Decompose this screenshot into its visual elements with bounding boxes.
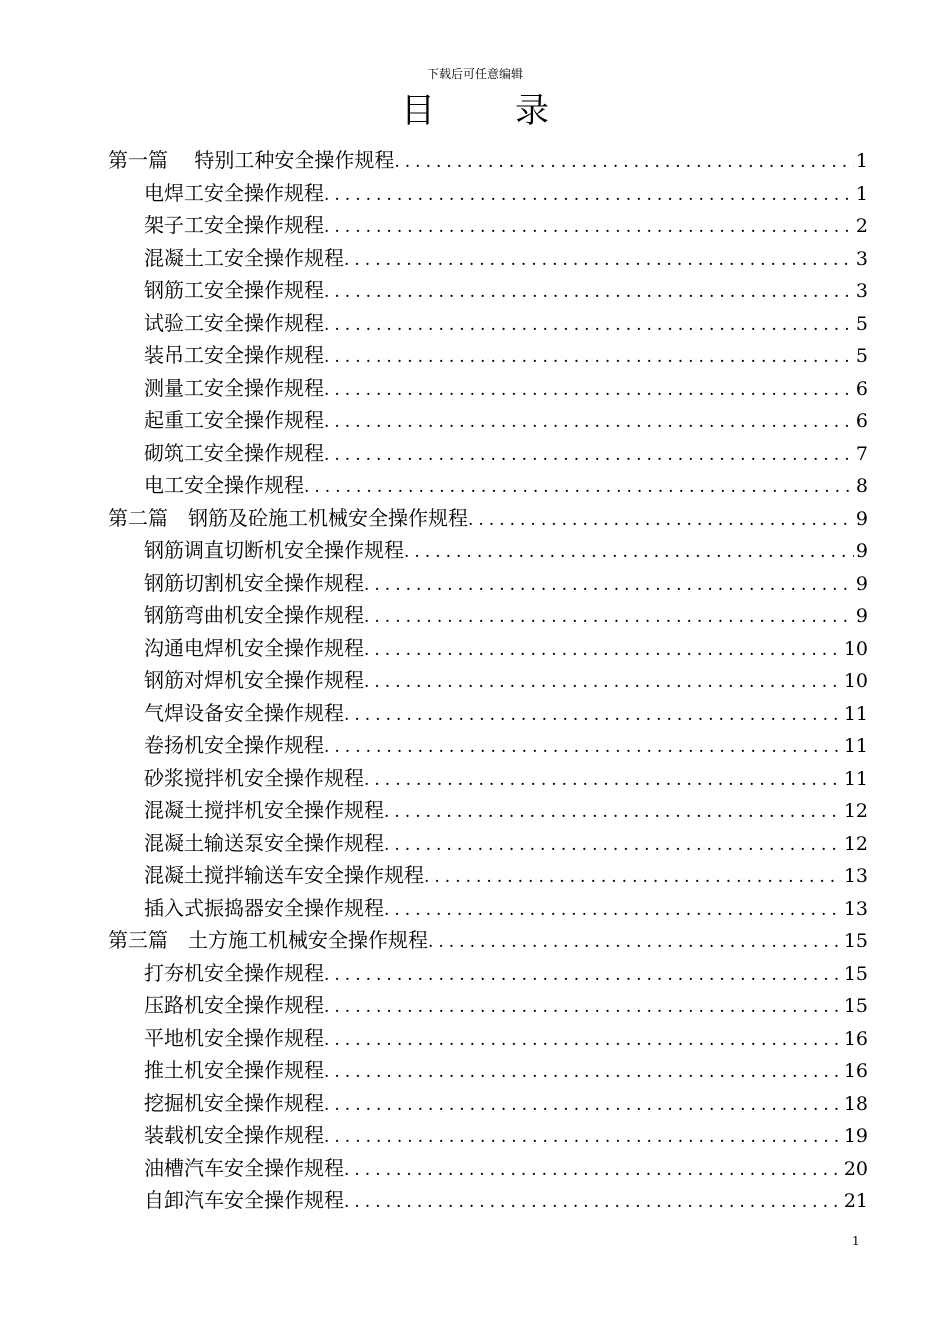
toc-entry[interactable]: [108, 242, 868, 275]
toc-entry[interactable]: [108, 177, 868, 210]
toc-leader-dots: [344, 699, 842, 730]
toc-entry-label: 混凝土工安全操作规程: [144, 245, 344, 270]
toc-entry-label: 混凝土搅拌机安全操作规程: [144, 798, 384, 822]
toc-entry-page: 3: [855, 280, 868, 302]
toc-leader-dots: [344, 244, 854, 275]
toc-entry[interactable]: [108, 1054, 868, 1087]
toc-leader-dots: [324, 179, 854, 210]
toc-part-entry[interactable]: [108, 144, 868, 177]
toc-entry[interactable]: [108, 729, 868, 762]
toc-entry-label: 钢筋切割机安全操作规程: [144, 570, 364, 595]
toc-entry-label: 第二篇 钢筋及砼施工机械安全操作规程: [108, 505, 468, 530]
toc-entry[interactable]: [108, 794, 868, 827]
toc-entry[interactable]: [108, 892, 868, 925]
toc-leader-dots: [364, 601, 854, 632]
toc-entry-label: 第三篇 土方施工机械安全操作规程: [108, 928, 428, 952]
toc-entry-page: 15: [843, 962, 868, 985]
toc-entry-label: 混凝土搅拌输送车安全操作规程: [144, 863, 424, 887]
toc-leader-dots: [344, 1154, 842, 1185]
toc-part-entry[interactable]: [108, 502, 868, 535]
toc-entry[interactable]: [108, 469, 868, 502]
toc-entry-label: 测量工安全操作规程: [144, 375, 324, 400]
toc-entry-page: 9: [855, 605, 868, 627]
toc-entry-page: 1: [855, 150, 868, 172]
toc-entry[interactable]: [108, 1119, 868, 1152]
toc-entry-page: 9: [855, 507, 868, 530]
toc-entry-page: 16: [843, 1060, 868, 1082]
toc-entry[interactable]: [108, 307, 868, 340]
toc-entry[interactable]: [108, 859, 868, 892]
toc-entry-label: 混凝土输送泵安全操作规程: [144, 830, 384, 855]
toc-leader-dots: [384, 829, 842, 860]
toc-entry-label: 第一篇 特别工种安全操作规程: [108, 148, 395, 172]
toc-entry[interactable]: [108, 209, 868, 242]
toc-entry[interactable]: [108, 989, 868, 1022]
toc-entry-page: 10: [843, 637, 868, 660]
toc-entry[interactable]: [108, 697, 868, 730]
toc-entry[interactable]: [108, 599, 868, 632]
toc-entry-label: 试验工安全操作规程: [144, 310, 324, 335]
page-title: 目录: [401, 91, 629, 131]
toc-leader-dots: [344, 1186, 842, 1217]
toc-entry-label: 装载机安全操作规程: [144, 1123, 324, 1147]
toc-entry-label: 自卸汽车安全操作规程: [144, 1188, 344, 1212]
toc-entry-page: 8: [855, 475, 868, 497]
toc-leader-dots: [384, 796, 842, 827]
toc-leader-dots: [324, 991, 842, 1022]
toc-entry-label: 钢筋调直切断机安全操作规程: [144, 538, 404, 562]
toc-entry-page: 12: [843, 832, 868, 855]
toc-entry[interactable]: [108, 1152, 868, 1185]
toc-entry-label: 电焊工安全操作规程: [144, 180, 324, 205]
toc-leader-dots: [364, 764, 842, 795]
toc-leader-dots: [324, 959, 842, 990]
toc-entry-page: 15: [843, 930, 868, 952]
toc-leader-dots: [384, 894, 842, 925]
toc-leader-dots: [324, 406, 854, 437]
toc-entry-label: 推土机安全操作规程: [144, 1058, 324, 1082]
toc-entry[interactable]: [108, 437, 868, 470]
toc-leader-dots: [394, 146, 854, 177]
toc-leader-dots: [424, 861, 842, 892]
toc-entry[interactable]: [108, 1087, 868, 1120]
toc-entry-page: 5: [855, 312, 868, 335]
toc-entry-label: 平地机安全操作规程: [144, 1025, 324, 1050]
toc-entry-label: 沟通电焊机安全操作规程: [144, 635, 364, 660]
toc-entry-page: 10: [843, 670, 868, 692]
toc-entry[interactable]: [108, 372, 868, 405]
toc-entry-label: 钢筋对焊机安全操作规程: [144, 668, 364, 692]
page-number: 1: [852, 1234, 860, 1248]
toc-entry-page: 19: [843, 1125, 868, 1147]
toc-leader-dots: [324, 1024, 842, 1055]
toc-entry-label: 打夯机安全操作规程: [144, 960, 324, 985]
toc-entry[interactable]: [108, 762, 868, 795]
toc-entry-label: 气焊设备安全操作规程: [144, 700, 344, 725]
toc-entry[interactable]: [108, 827, 868, 860]
toc-entry-page: 18: [843, 1092, 868, 1115]
toc-entry-page: 20: [843, 1157, 868, 1180]
toc-entry-page: 1: [855, 182, 868, 205]
toc-leader-dots: [364, 569, 854, 600]
toc-leader-dots: [428, 926, 842, 957]
toc-entry-label: 砂浆搅拌机安全操作规程: [144, 765, 364, 790]
toc-leader-dots: [324, 341, 854, 372]
toc-entry-label: 插入式振捣器安全操作规程: [144, 895, 384, 920]
toc-leader-dots: [324, 211, 854, 242]
toc-entry-page: 2: [855, 215, 868, 237]
toc-leader-dots: [324, 1056, 842, 1087]
toc-leader-dots: [324, 276, 854, 307]
toc-leader-dots: [324, 374, 854, 405]
toc-entry[interactable]: [108, 567, 868, 600]
toc-entry[interactable]: [108, 404, 868, 437]
toc-entry-label: 钢筋工安全操作规程: [144, 278, 324, 302]
toc-leader-dots: [324, 309, 854, 340]
toc-leader-dots: [324, 731, 842, 762]
toc-leader-dots: [364, 666, 842, 697]
toc-entry-page: 11: [843, 767, 868, 790]
toc-entry-label: 砌筑工安全操作规程: [144, 440, 324, 465]
toc-entry-page: 9: [855, 540, 868, 562]
toc-entry-label: 压路机安全操作规程: [144, 993, 324, 1017]
toc-entry-page: 15: [843, 995, 868, 1017]
toc-entry[interactable]: [108, 1184, 868, 1217]
toc-entry[interactable]: [108, 957, 868, 990]
toc-entry[interactable]: [108, 664, 868, 697]
toc-entry-label: 油槽汽车安全操作规程: [144, 1155, 344, 1180]
toc-leader-dots: [324, 1089, 842, 1120]
toc-entry-label: 电工安全操作规程: [144, 473, 304, 497]
toc-entry[interactable]: [108, 534, 868, 567]
toc-leader-dots: [304, 471, 854, 502]
toc-entry[interactable]: [108, 632, 868, 665]
toc-entry-label: 架子工安全操作规程: [144, 213, 324, 237]
toc-entry-page: 11: [843, 735, 868, 757]
toc-entry-page: 7: [855, 442, 868, 465]
toc-entry-page: 13: [843, 897, 868, 920]
toc-leader-dots: [324, 439, 854, 470]
toc-entry[interactable]: [108, 339, 868, 372]
toc-leader-dots: [404, 536, 854, 567]
toc-entry-label: 钢筋弯曲机安全操作规程: [144, 603, 364, 627]
toc-leader-dots: [364, 634, 842, 665]
toc-entry-label: 起重工安全操作规程: [144, 408, 324, 432]
table-of-contents: [108, 144, 868, 1217]
toc-entry-page: 9: [855, 572, 868, 595]
toc-entry-label: 装吊工安全操作规程: [144, 343, 324, 367]
toc-part-entry[interactable]: [108, 924, 868, 957]
toc-entry[interactable]: [108, 274, 868, 307]
toc-entry-label: 卷扬机安全操作规程: [144, 733, 324, 757]
toc-entry-page: 5: [855, 345, 868, 367]
toc-entry-page: 12: [843, 800, 868, 822]
toc-entry-page: 6: [855, 410, 868, 432]
toc-entry[interactable]: [108, 1022, 868, 1055]
toc-leader-dots: [468, 504, 854, 535]
toc-entry-page: 21: [843, 1190, 868, 1212]
toc-entry-page: 16: [843, 1027, 868, 1050]
toc-entry-page: 13: [843, 865, 868, 887]
toc-entry-label: 挖掘机安全操作规程: [144, 1090, 324, 1115]
header-note: 下载后可任意编辑: [426, 67, 523, 81]
toc-leader-dots: [324, 1121, 842, 1152]
toc-entry-page: 3: [855, 247, 868, 270]
toc-entry-page: 11: [843, 702, 868, 725]
toc-entry-page: 6: [855, 377, 868, 400]
